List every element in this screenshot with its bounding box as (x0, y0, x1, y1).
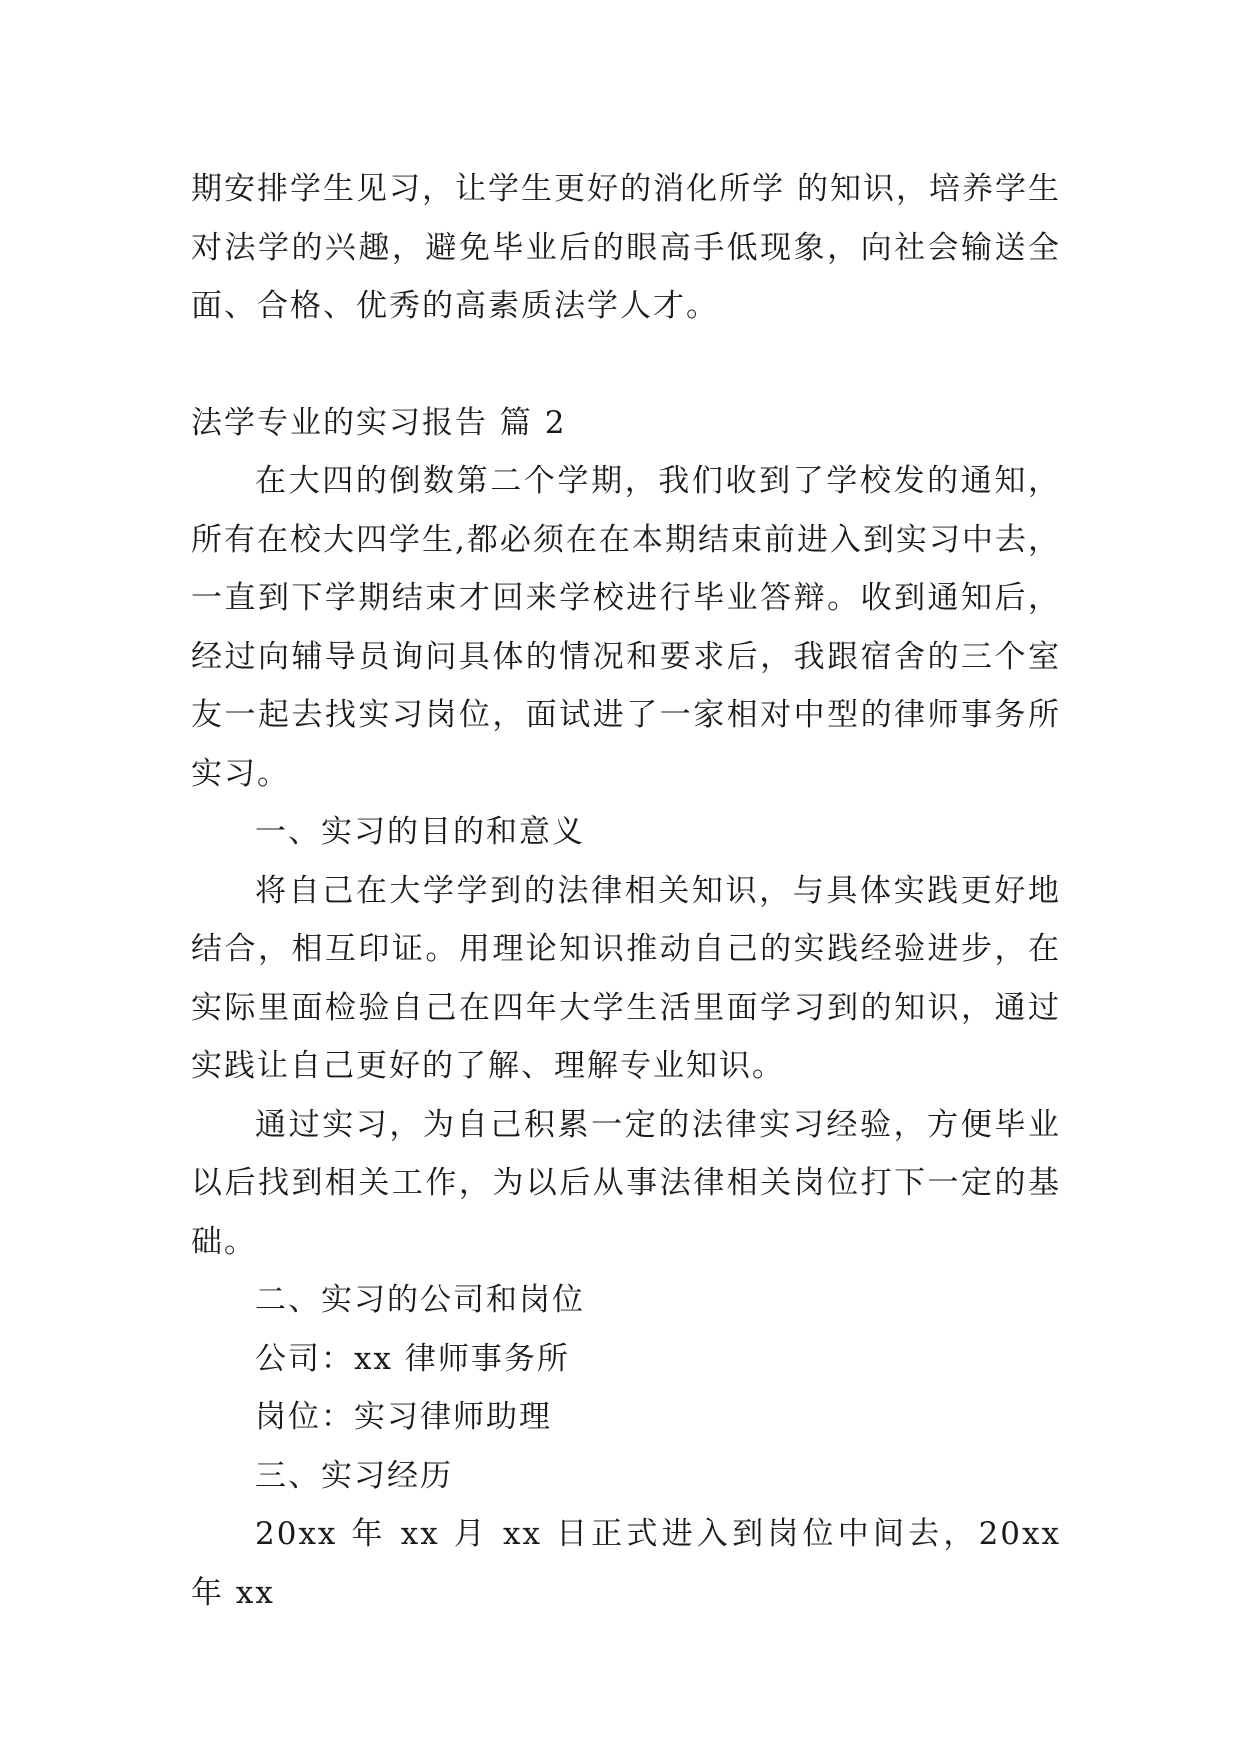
heading-purpose: 一、实习的目的和意义 (255, 814, 585, 850)
section-title: 法学专业的实习报告 篇 2 (191, 404, 567, 441)
heading-experience: 三、实习经历 (255, 1457, 453, 1494)
heading-company-position: 二、实习的公司和岗位 (255, 1282, 585, 1318)
continuation-paragraph: 期安排学生见习，让学生更好的消化所学 的知识，培养学生对法学的兴趣，避免毕业后的眼高手低现象，向社会输送全面、合格、优秀的高素质法学人才。 (191, 171, 1061, 324)
intro-paragraph: 在大四的倒数第二个学期，我们收到了学校发的通知，所有在校大四学生,都必须在在本期结束前进入到实习中去，一直到下学期结束才回来学校进行毕业答辩。收到通知后，经过向辅导员询问具体的情况和要求后，我跟宿舍的三个室友一起去找实习岗位，面试进了一家相对中型的律师事务所实习。 (191, 463, 1061, 792)
document-body (191, 160, 1061, 1622)
position-line: 岗位：实习律师助理 (255, 1399, 552, 1435)
experience-paragraph: 20xx 年 xx 月 xx 日正式进入到岗位中间去，20xx 年 xx (191, 1516, 1061, 1611)
paragraph-spacer (191, 336, 1061, 394)
company-line: 公司：xx 律师事务所 (255, 1340, 570, 1377)
purpose-paragraph-2: 通过实习，为自己积累一定的法律实习经验，方便毕业以后找到相关工作，为以后从事法律相关岗位打下一定的基础。 (191, 1106, 1061, 1260)
purpose-paragraph-1: 将自己在大学学到的法律相关知识，与具体实践更好地结合，相互印证。用理论知识推动自己的实践经验进步，在实际里面检验自己在四年大学生活里面学习到的知识，通过实践让自己更好的了解、理解专业知识。 (191, 872, 1061, 1084)
